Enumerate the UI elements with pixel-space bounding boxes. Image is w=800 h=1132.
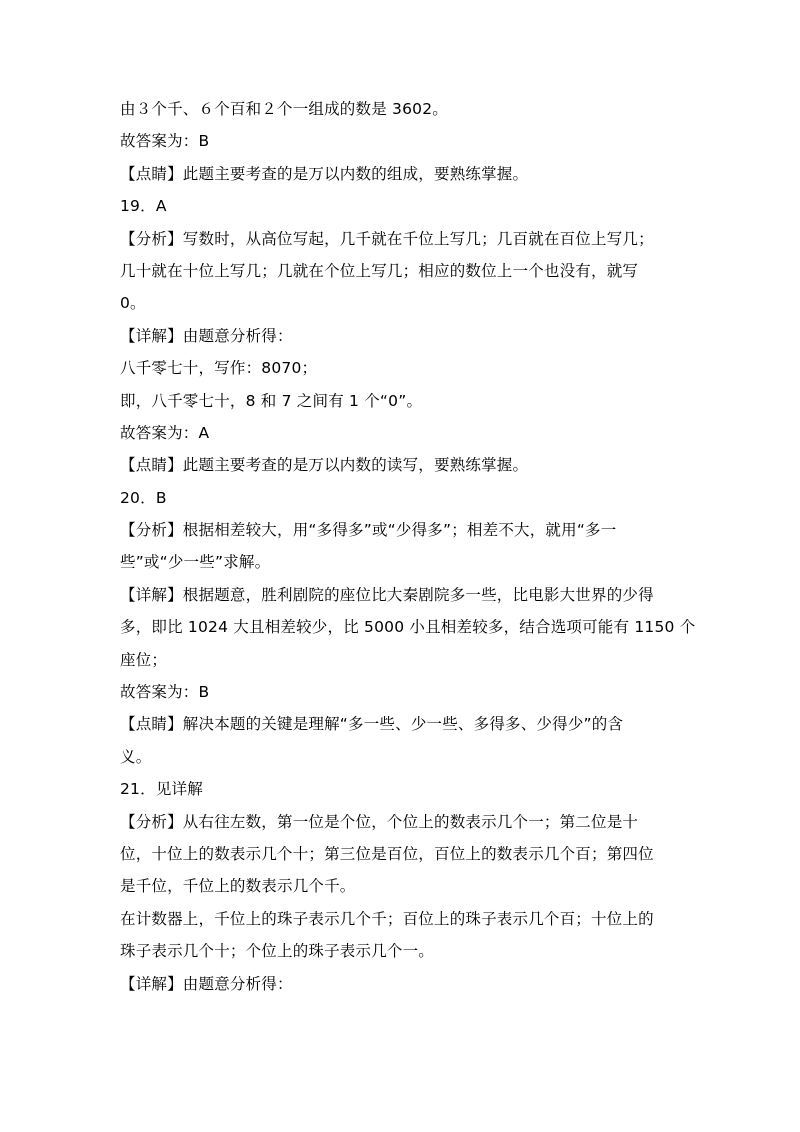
text-line: 即，八千零七十，8 和 7 之间有 1 个“0”。	[120, 391, 423, 410]
text-line: 故答案为：A	[120, 423, 210, 442]
text-line: 故答案为：B	[120, 683, 210, 702]
text-line: 多，即比 1024 大且相差较少，比 5000 小且相差较多，结合选项可能有 1150 个	[120, 618, 696, 637]
text-line: 【分析】从右往左数，第一位是个位，个位上的数表示几个一；第二位是十	[120, 812, 639, 831]
text-line: 八千零七十，写作：8070；	[120, 359, 318, 378]
text-line: 0。	[120, 294, 146, 313]
question-number: 20．B	[120, 488, 167, 507]
question-number: 21．见详解	[120, 780, 203, 799]
text-line: 座位；	[120, 650, 168, 669]
text-line: 些”或“少一些”求解。	[120, 553, 271, 572]
text-line: 几十就在十位上写几；几就在个位上写几；相应的数位上一个也没有，就写	[120, 261, 639, 280]
text-line: 【详解】由题意分析得：	[120, 974, 293, 993]
text-line: 是千位，千位上的数表示几个千。	[120, 877, 356, 896]
text-line: 【点睛】解决本题的关键是理解“多一些、少一些、多得多、少得少”的含	[120, 715, 624, 734]
text-line: 在计数器上，千位上的珠子表示几个千；百位上的珠子表示几个百；十位上的	[120, 909, 654, 928]
text-line: 由３个千、６个百和２个一组成的数是 3602。	[120, 100, 448, 118]
text-line: 【详解】根据题意，胜利剧院的座位比大秦剧院多一些，比电影大世界的少得	[120, 585, 654, 604]
text-line: 【分析】写数时，从高位写起，几千就在千位上写几；几百就在百位上写几；	[120, 229, 654, 248]
text-line: 【分析】根据相差较大，用“多得多”或“少得多”；相差不大，就用“多一	[120, 521, 617, 540]
text-line: 珠子表示几个十；个位上的珠子表示几个一。	[120, 942, 435, 961]
text-line: 义。	[120, 747, 152, 766]
text-line: 故答案为：B	[120, 132, 210, 151]
answer-text-block	[120, 93, 696, 1000]
question-number: 19．A	[120, 197, 167, 216]
text-line: 【点睛】此题主要考查的是万以内数的读写，要熟练掌握。	[120, 456, 529, 475]
text-line: 【详解】由题意分析得：	[120, 326, 293, 345]
text-line: 位，十位上的数表示几个十；第三位是百位，百位上的数表示几个百；第四位	[120, 844, 654, 863]
text-line: 【点睛】此题主要考查的是万以内数的组成，要熟练掌握。	[120, 164, 529, 183]
